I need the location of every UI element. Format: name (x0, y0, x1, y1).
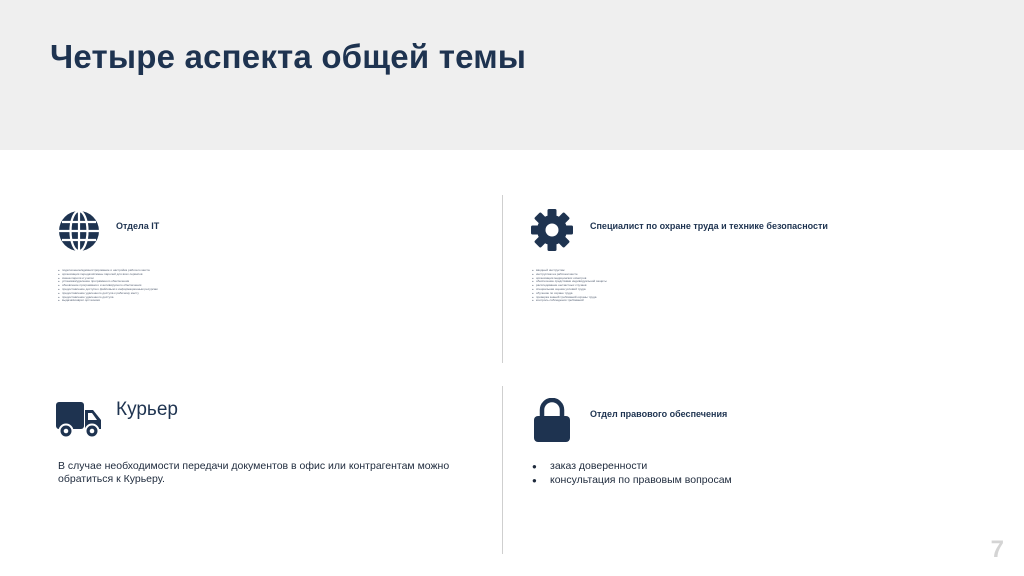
list-item: ● предоставление удаленного доступа к рабочему месту (58, 292, 158, 296)
legal-service-list (532, 460, 732, 487)
page-title: Четыре аспекта общей темы (50, 38, 527, 75)
gear-icon (531, 209, 573, 251)
legal-panel-title: Отдел правового обеспечения (590, 409, 728, 419)
globe-icon (58, 210, 100, 252)
list-item: ● подключение/администрирование и настройка рабочего места (58, 269, 158, 273)
list-item: ● обеспечение средствами индивидуальной защиты (532, 280, 607, 284)
list-item: ● проверка знаний требований охраны труда (532, 296, 607, 300)
courier-panel-title: Курьер (116, 399, 178, 420)
list-item: ● расследование несчастных случаев (532, 284, 607, 288)
truck-icon (56, 401, 102, 439)
list-item: ● обучение по охране труда (532, 292, 607, 296)
courier-description: В случае необходимости передачи документов в офис или контрагентам можно обратиться к Курьеру. (58, 460, 450, 485)
list-item: ● консультация по правовым вопросам (532, 474, 732, 488)
list-item: ● вводный инструктаж (532, 269, 607, 273)
it-panel-title: Отдела IT (116, 221, 160, 231)
lock-icon (534, 398, 570, 442)
list-item: ● заказ доверенности (532, 460, 732, 474)
list-item: ● смена пароля и учетки (58, 277, 158, 281)
list-item: ● специальная оценка условий труда (532, 288, 607, 292)
divider-bottom (502, 386, 503, 554)
list-item: ● инструктаж на рабочем месте (532, 273, 607, 277)
list-item: ● выдача/возврат оргтехники (58, 299, 158, 303)
divider-top (502, 195, 503, 363)
list-item: ● контроль соблюдения требований (532, 299, 607, 303)
list-item: ● предоставление удаленного доступа (58, 296, 158, 300)
list-item: ● организация передачи/смены паролей для всех сервисов (58, 273, 158, 277)
list-item: ● установка/удаление программного обеспечения (58, 280, 158, 284)
safety-task-list (532, 269, 607, 303)
safety-panel-title: Специалист по охране труда и технике безопасности (590, 221, 828, 231)
it-task-list (58, 269, 158, 303)
list-item: ● обновление программного и антивирусного обеспечения (58, 284, 158, 288)
list-item: ● предоставление доступа к файловым и информационным ресурсам (58, 288, 158, 292)
list-item: ● организация медицинских осмотров (532, 277, 607, 281)
page-number: 7 (990, 536, 1004, 563)
